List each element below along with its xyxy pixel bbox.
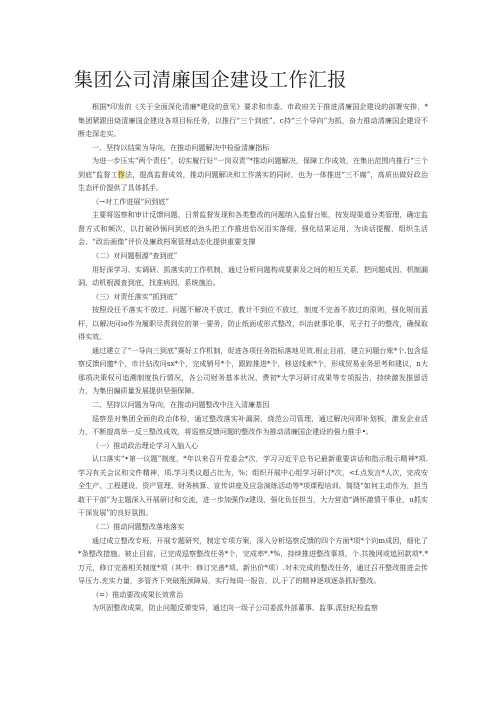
body-paragraph: 巡察是对集团全面的政治体检，通过整改落实补漏洞，烧范公司管理，通过解决问即补划板，激发企业活力，不断提高举一反三整改成效，将巡察反馈问题的整改作为推动清廉国企建设的强力推手•。 — [78, 413, 428, 437]
document-body — [78, 100, 428, 615]
subsection-heading: （三）对责任落实“抓到底” — [92, 291, 178, 301]
body-paragraph: 主要将巡察和审计反馈问题，日常监督发现和各类整改的问题纳入监督台账，按发现渠道分类管理，确定监督方式和频次，以打破砂锅问到底的劲头把工作推进恰况泪实落细，强化结果运用，为谈话提醒，组织生活会、“政治画像”评价及廉政档案管理动态化提供重要支撑 — [78, 210, 428, 247]
subsection-heading: （→对工作进展“问到底” — [92, 196, 170, 206]
document-title: 集团公司清廉国企建设工作汇报 — [74, 69, 348, 91]
intro-paragraph: 根据*印发的《关于全面深化清廉*建设的意见》要求和市委、市政府关于推进清廉国企建设的部署安排，*集团紧跟田烧清廉国企建设各项目标任务，以推行“三个到底”、c持“三个导向”为抓，奋力推动清廉国企建设不断走深走实。 — [78, 102, 428, 139]
subsection-heading: （二）对问题根源“查到底” — [92, 251, 178, 261]
body-paragraph: 用好深学习、实调研、抓落实的工作机制，通过分析问题构成要素及之间的相互关系，把问题成因、机制漏洞、动机根源查到底，找准病因，系统施治。 — [78, 264, 428, 288]
highlight-mark: 作 — [117, 169, 126, 179]
body-paragraph: 通过成立整改专班，开展专题研究，制定专项方案，深入分析巡察反馈的四个方面*项*个向m成因，细化了*条整改措施。被止目前，已完成巡察整改任务*个，完成率*.*%，持续推进整改事项，个.共挽网或追回款项*.*万元，修订完善相关制度*项（其中：修订完善*项、新出价*项）.对未完成的整改任务，通过召开整改推进会传导压力.充实力量，多管齐下突破瓶颈障局，实行每周一报告，以,于了的精神逐项逐条抓好整改。 — [78, 535, 428, 586]
subsection-heading: （=）推动要改成果长效常治 — [92, 589, 184, 599]
body-paragraph — [78, 154, 428, 195]
highlighted-text: 为进一步压实“两个责任”，切实履行好“一岗双责”*推动问题解决，保障工作成效，在集出范围内推行“三个到底”监督工作法，提高监督成效，推动问题解决和工作落实的同时，也为一体推进“三不腐”，高质出做好政治生态评价提供了具体抓手。 — [78, 156, 428, 193]
body-paragraph: 认口落实“•第一议题”制度，*年以来召开党委会*次，学习习近平总书记最新重要讲话和指示般示精神*项.学习有关会议和文件精神，项.学习类议超占比为，%；组织开展中心组学习研讨*次，<f.点发言*人次，完成安全生产、工程建设、资产管理、财务核算、宣传讲座及应急演练活动等*项课程培训。简绕“如何主动作为，担当敢干干部”为主题深入开展研讨和交流，进一步加强作z建设，强化负任担当，大力营造“满怀激情干事业，u抓实干深发展”的良好氛围。 — [78, 454, 428, 518]
subsection-heading: （二）推动问题整改落地落实 — [92, 521, 185, 531]
section-heading-2: 二、坚持以问题为导向，在推动问题整改中注入清廉基因 — [92, 400, 270, 410]
body-paragraph: 为巩固整改成果，防止问题反弹变异，通过向一级子公司委派外部董事、监事.派驻纪检监察 — [92, 603, 379, 613]
section-heading-1: 一、坚持以结果为导向，在推动问题解决中检验清廉指标 — [92, 142, 270, 152]
subsection-heading: （一）推动政治理论学习入脑入心 — [92, 440, 199, 450]
body-paragraph: 按照设任不落实不放过，问题不解决不放过，教计不到位不放过，制度不完善不放过的原则，强化规而蓝杆，以解决问io作为履职尽责到位的第一要务，防止纸面或形式整改，纠治就事论事，见子打子的整改，确保取得实效。 — [78, 305, 428, 342]
body-paragraph: 通过建立了“一导向三到底”赛好工作机制，促进各项任务指标落地见效.根止目前，建立问题台账*个.包含巡察反馈问邀*个，市计拈改问sx*个，完成销号*个，跟踪推进*个，移送线索*个，形成贸易业务思考和建议，n大那项决策权可追溯制度执行情况，各公司财务基本状况、费初*大学习研讨成果等专项报告，持续激发推留活力，为集田編质量发展提供坚强保障。 — [78, 345, 428, 396]
